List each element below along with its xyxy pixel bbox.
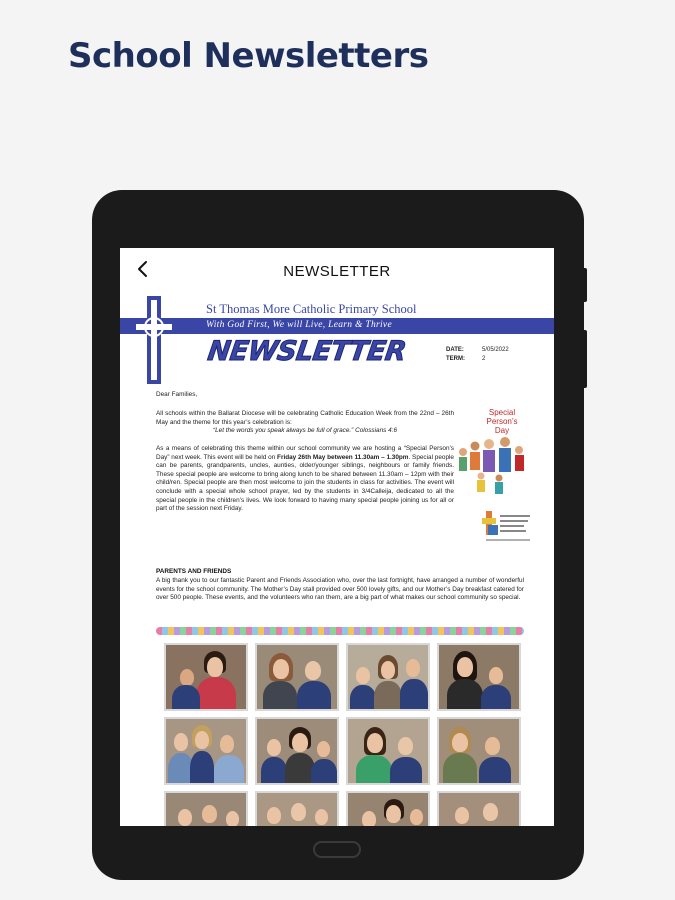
paragraph-2	[156, 445, 454, 514]
paragraph-3: A big thank you to our fantastic Parent and Friends Association who, over the last fortnight, have arranged a number of wonderful events for the school community. The Mother’s Day stall provided over 500 lovely gifts, and our Mother’s Day breakfast catered for over 500 people. These events, and the volunteers who ran them, are a big part of what makes our school community so special.	[156, 577, 524, 602]
app-bar-title: NEWSLETTER	[283, 263, 391, 280]
paragraph-1	[156, 410, 454, 436]
cross-logo-icon	[132, 296, 176, 384]
section-heading: PARENTS AND FRIENDS	[156, 568, 232, 575]
newsletter-masthead: NEWSLETTER	[205, 336, 408, 367]
paragraph-2-text-a: As a means of celebrating this theme within our school community we are hosting a “Special Person’s Day” next week. This event will be held on	[156, 445, 454, 461]
event-photo	[164, 643, 248, 711]
paragraph-1-text: All schools within the Ballarat Diocese will be celebrating Catholic Education Week from the 22nd – 26th May and the theme for this year’s celebration is:	[156, 410, 454, 426]
family-illustration	[453, 406, 531, 498]
term-label: TERM:	[446, 356, 465, 362]
event-photo	[346, 717, 430, 785]
term-value: 2	[482, 356, 486, 362]
paragraph-2-text-b: . Special people can be parents, grandparents, uncles, aunties, older/younger siblings, neighbours or family friends. These special people are welcome to bring along lunch to be shared between 11.30am – 12pm with their child/ren. Special people are then most welcome to join the students in class for activities. The event will conclude with a special whole school prayer, led by the students in 3/4Calleija, dedicated to all the special people in the children’s lives. We look forward to having many special people joining us for all or part of the session next Friday.	[156, 453, 454, 513]
paragraph-2-event-time: Friday 26th May between 11.30am – 1.30pm	[277, 453, 409, 461]
special-persons-day-title: Special Person’s Day	[486, 408, 518, 435]
school-motto: With God First, We will Live, Learn & Thrive	[206, 320, 392, 330]
event-photo	[437, 643, 521, 711]
home-button	[313, 841, 361, 858]
greeting: Dear Families,	[156, 391, 198, 398]
app-bar	[120, 248, 554, 290]
event-photo	[255, 643, 339, 711]
tablet-screen	[120, 248, 554, 826]
date-value: 5/05/2022	[482, 347, 509, 353]
catholic-education-logo	[482, 505, 534, 545]
event-photo	[255, 791, 339, 826]
event-photo	[346, 643, 430, 711]
event-photo	[437, 717, 521, 785]
quote-text: “Let the words you speak always be full of grace.”	[212, 427, 354, 435]
quote-line	[156, 427, 454, 436]
heart-divider	[156, 627, 524, 635]
event-photo	[346, 791, 430, 826]
event-photo	[164, 717, 248, 785]
event-photo	[255, 717, 339, 785]
event-photo	[437, 791, 521, 826]
newsletter-document[interactable]	[120, 290, 554, 826]
photo-grid	[164, 643, 520, 826]
school-name: St Thomas More Catholic Primary School	[206, 302, 417, 316]
event-photo	[164, 791, 248, 826]
quote-reference: Colossians 4:6	[355, 427, 397, 435]
page-headline: School Newsletters	[68, 36, 429, 76]
date-row	[446, 347, 509, 353]
term-row	[446, 356, 485, 362]
date-label: DATE:	[446, 347, 464, 353]
